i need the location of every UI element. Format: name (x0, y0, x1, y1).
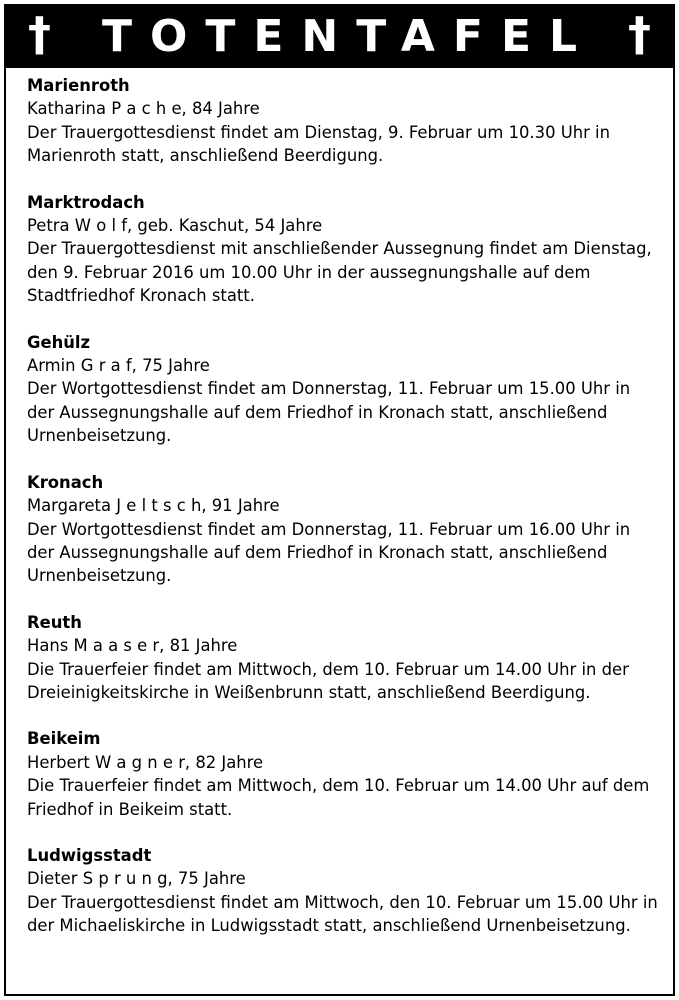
entry-text: Der Trauergottesdienst mit anschließender Aussegnung findet am Dienstag, den 9. Februar 2016 um 10.00 Uhr in der aussegnungshalle auf dem Stadtfriedhof Kronach statt. (27, 239, 652, 306)
obituary-list (27, 74, 659, 961)
cross-right-icon: † (628, 7, 651, 61)
entry-place: Marienroth (27, 76, 130, 95)
entry-name: Katharina P a c h e, 84 Jahre (27, 99, 260, 119)
entry-place: Marktrodach (27, 192, 145, 212)
page-title: TOTENTAFEL (101, 11, 596, 62)
entry-name: Hans M a a s e r, 81 Jahre (27, 636, 238, 656)
obituary-entry (27, 727, 659, 821)
entry-name: Petra W o l f, geb. Kaschut, 54 Jahre (27, 216, 323, 236)
entry-place: Ludwigsstadt (27, 845, 152, 865)
entry-name: Herbert W a g n e r, 82 Jahre (27, 752, 264, 772)
entry-place: Beikeim (27, 729, 101, 749)
entry-text: Die Trauerfeier findet am Mittwoch, dem 10. Februar um 14.00 Uhr in der Dreieinigkeitskirche in Weißenbrunn statt, anschließend Beerdigung. (27, 659, 629, 702)
entry-place: Reuth (27, 612, 82, 632)
obituary-entry (27, 331, 659, 448)
cross-left-icon: † (28, 7, 51, 61)
entry-text: Der Trauergottesdienst findet am Dienstag, 9. Februar um 10.30 Uhr in Marienroth statt, anschließend Beerdigung. (27, 122, 610, 166)
obituary-entry (27, 844, 659, 938)
obituary-entry (27, 611, 659, 705)
obituary-entry (27, 471, 659, 588)
entry-text: Die Trauerfeier findet am Mittwoch, dem 10. Februar um 14.00 Uhr auf dem Friedhof in Beikeim statt. (27, 776, 650, 819)
entry-place: Gehülz (27, 332, 91, 352)
entry-name: Dieter S p r u n g, 75 Jahre (27, 869, 246, 889)
entry-name: Armin G r a f, 75 Jahre (27, 356, 210, 376)
entry-place: Kronach (27, 472, 104, 492)
header-banner (6, 6, 673, 68)
obituary-entry (27, 74, 659, 168)
entry-text: Der Wortgottesdienst findet am Donnerstag, 11. Februar um 16.00 Uhr in der Aussegnungshalle auf dem Friedhof in Kronach statt, anschließend Urnenbeisetzung. (27, 519, 631, 586)
entry-text: Der Trauergottesdienst findet am Mittwoch, den 10. Februar um 15.00 Uhr in der Michaeliskirche in Ludwigsstadt statt, anschließend Urnenbeisetzung. (27, 892, 658, 936)
obituary-entry (27, 191, 659, 308)
entry-text: Der Wortgottesdienst findet am Donnerstag, 11. Februar um 15.00 Uhr in der Aussegnungshalle auf dem Friedhof in Kronach statt, anschließend Urnenbeisetzung. (27, 379, 631, 446)
entry-name: Margareta J e l t s c h, 91 Jahre (27, 496, 280, 516)
